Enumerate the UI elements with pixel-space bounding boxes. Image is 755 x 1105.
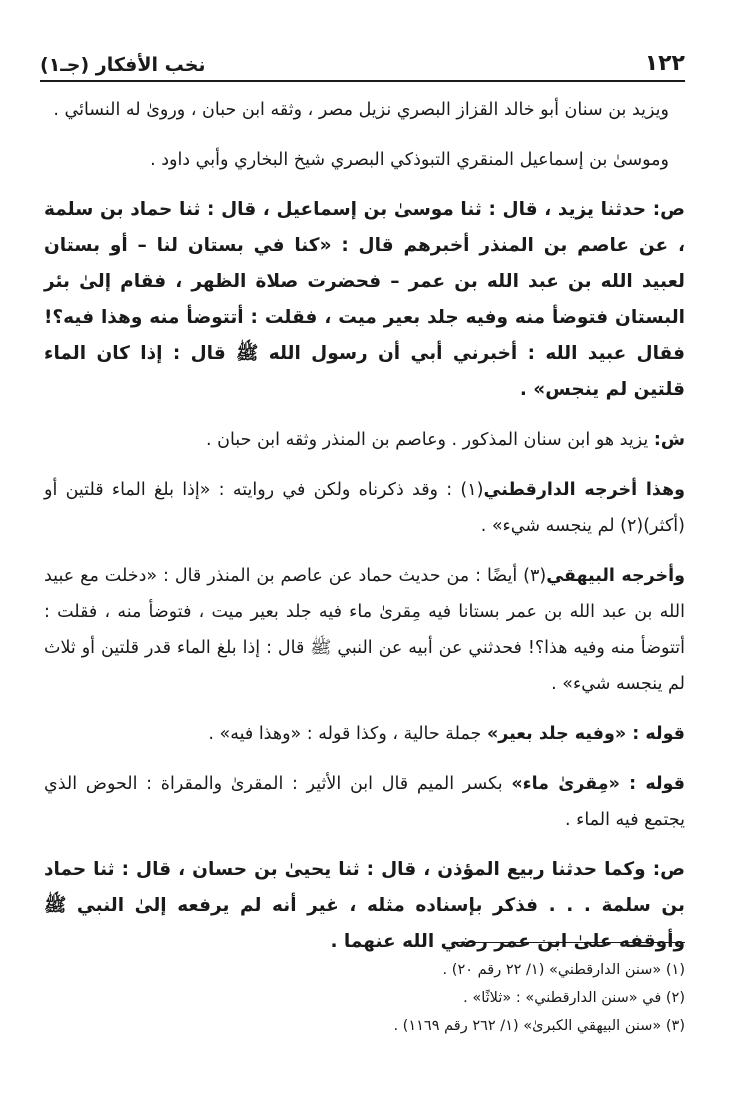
paragraph-text: ويزيد بن سنان أبو خالد القزاز البصري نزيل مصر ، وثقه ابن حبان ، وروىٰ له النسائي .	[53, 100, 669, 120]
page-number: ١٢٢	[644, 51, 685, 76]
paragraph-text: وموسىٰ بن إسماعيل المنقري التبوذكي البصري شيخ البخاري وأبي داود .	[150, 150, 669, 170]
paragraph-narrator-yazid	[44, 92, 685, 128]
paragraph-text: (٣) أيضًا : من حديث حماد عن عاصم بن المنذر قال : «دخلت مع عبيد الله بن عبد الله بن عمر بستانا فيه مِقرىٰ ماء فيه جلد بعير ميت ، فتوضأ منه ، فقلت : أتتوضأ منه وفيه هذا؟! فحدثني عن أبيه عن النبي ﷺ قال : إذا بلغ الماء قدر قلتين أو ثلاث لم ينجسه شيء» .	[44, 566, 685, 694]
footnote-3: (٣) «سنن البيهقي الكبرىٰ» (١/ ٢٦٢ رقم ١١٦٩) .	[393, 1018, 685, 1034]
running-title: نخب الأفكار (جـ١)	[40, 54, 206, 76]
bayhaqi-paragraph	[44, 558, 685, 702]
footnotes	[44, 956, 685, 1040]
paragraph-text: حدثنا يزيد ، قال : ثنا موسىٰ بن إسماعيل ، قال : ثنا حماد بن سلمة ، عن عاصم بن المنذر أخبرهم قال : «كنا في بستان لنا – أو بستان لعبيد الله بن عبد الله بن عمر – فحضرت صلاة الظهر ، فقام إلىٰ بئر البستان فتوضأ منه وفيه جلد بعير ميت ، فقلت : أتتوضأ منه وهذا فيه؟! فقال عبيد الله : أخبرني أبي أن رسول الله ﷺ قال : إذا كان الماء قلتين لم ينجس» .	[44, 199, 685, 400]
footnote-1: (١) «سنن الدارقطني» (١/ ٢٢ رقم ٢٠) .	[442, 962, 685, 978]
note-miqra-paragraph	[44, 766, 685, 838]
paragraph-lead: قوله : «مِقرىٰ ماء»	[511, 774, 685, 794]
paragraph-narrator-musa	[44, 142, 685, 178]
paragraph-lead: قوله : «وفيه جلد بعير»	[486, 724, 685, 744]
note-jild-paragraph	[44, 716, 685, 752]
page-body	[44, 92, 685, 974]
hadith-text-paragraph-2	[44, 852, 685, 960]
paragraph-lead: وهذا أخرجه الدارقطني	[483, 480, 685, 500]
paragraph-text: جملة حالية ، وكذا قوله : «وهذا فيه» .	[208, 724, 482, 744]
footnote-separator	[455, 942, 685, 943]
daraqutni-paragraph	[44, 472, 685, 544]
page-header	[40, 40, 685, 82]
paragraph-lead: وأخرجه البيهقي	[546, 566, 685, 586]
paragraph-lead: ص:	[652, 859, 685, 880]
paragraph-text: بكسر الميم قال ابن الأثير : المقرىٰ والمقراة : الحوض الذي يجتمع فيه الماء .	[44, 774, 685, 830]
paragraph-text: وكما حدثنا ربيع المؤذن ، قال : ثنا يحيىٰ بن حسان ، قال : ثنا حماد بن سلمة . . . فذكر بإسناده مثله ، غير أنه لم يرفعه إلىٰ النبي ﷺ وأوقفه علىٰ ابن عمر رضي الله عنهما .	[44, 859, 685, 952]
footnote-2: (٢) في «سنن الدارقطني» : «ثلاثًا» .	[463, 990, 685, 1006]
paragraph-lead: ش:	[653, 430, 685, 450]
paragraph-text: (١) : وقد ذكرناه ولكن في روايته : «إذا بلغ الماء قلتين أو (أكثر)(٢) لم ينجسه شيء» .	[44, 480, 685, 536]
paragraph-text: يزيد هو ابن سنان المذكور . وعاصم بن المنذر وثقه ابن حبان .	[205, 430, 649, 450]
commentary-paragraph	[44, 422, 685, 458]
hadith-text-paragraph	[44, 192, 685, 408]
paragraph-lead: ص:	[652, 199, 685, 220]
